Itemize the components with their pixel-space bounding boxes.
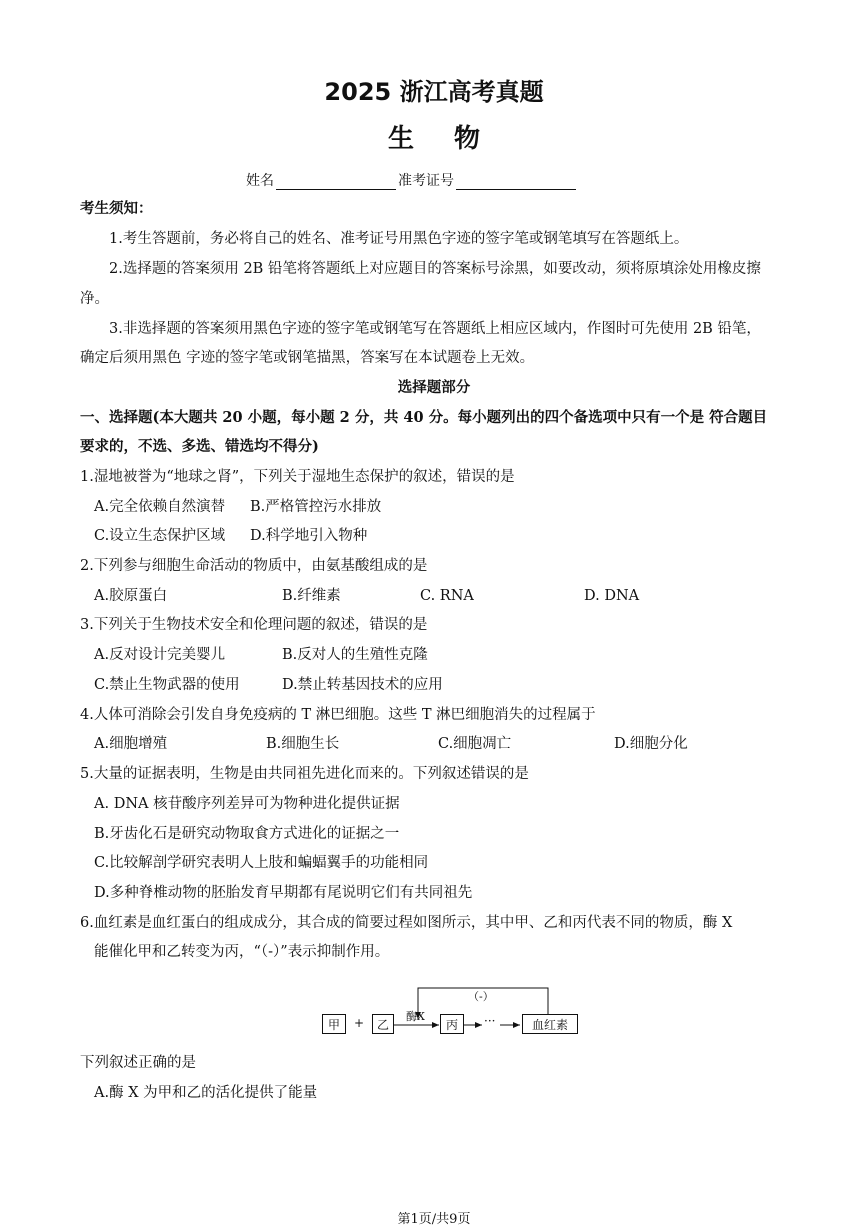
- notice-heading: 考生须知：: [80, 200, 153, 217]
- q3-option-d: D.禁止转基因技术的应用: [282, 677, 443, 693]
- id-label: 准考证号: [398, 173, 454, 189]
- enzyme-x-label: 酶X: [406, 1010, 425, 1023]
- q5-option-c: C.比较解剖学研究表明人上肢和蝙蝠翼手的功能相同: [94, 855, 429, 871]
- box-bing: 丙: [440, 1014, 464, 1034]
- section-instructions: 一、选择题(本大题共 20 小题，每小题 2 分，共 40 分。每小题列出的四个备选项中只有一个是 符合题目: [80, 409, 768, 426]
- q1-option-d: D.科学地引入物种: [250, 528, 368, 544]
- q1-option-a: A.完全依赖自然演替: [94, 499, 226, 515]
- q1-option-c: C.设立生态保护区域: [94, 528, 226, 544]
- question-1-stem: 1.湿地被誉为“地球之肾”，下列关于湿地生态保护的叙述，错误的是: [80, 469, 515, 485]
- notice-item-2-cont: 净。: [80, 291, 109, 307]
- question-6-stem-cont: 能催化甲和乙转变为丙，“（-）”表示抑制作用。: [94, 944, 390, 960]
- q4-option-d: D.细胞分化: [614, 736, 688, 752]
- question-2-stem: 2.下列参与细胞生命活动的物质中，由氨基酸组成的是: [80, 558, 428, 574]
- candidate-info-line: [246, 170, 578, 190]
- q6-option-a: A.酶 X 为甲和乙的活化提供了能量: [94, 1085, 318, 1101]
- q3-option-a: A.反对设计完美婴儿: [94, 647, 226, 663]
- id-blank: [456, 175, 576, 190]
- q3-option-c: C.禁止生物武器的使用: [94, 677, 240, 693]
- q1-option-b: B.严格管控污水排放: [250, 499, 382, 515]
- page-number: 第1页/共9页: [397, 1212, 471, 1227]
- question-6-prompt: 下列叙述正确的是: [80, 1055, 196, 1071]
- notice-item-3: 3.非选择题的答案须用黑色字迹的签字笔或钢笔写在答题纸上相应区域内，作图时可先使用 2B 铅笔，: [109, 321, 761, 337]
- notice-item-1: 1.考生答题前，务必将自己的姓名、准考证号用黑色字迹的签字笔或钢笔填写在答题纸上。: [109, 231, 689, 247]
- q4-option-a: A.细胞增殖: [94, 736, 168, 752]
- question-4-stem: 4.人体可消除会引发自身免疫病的 T 淋巴细胞。这些 T 淋巴细胞消失的过程属于: [80, 707, 596, 723]
- q2-option-a: A.胶原蛋白: [94, 588, 168, 604]
- q3-option-b: B.反对人的生殖性克隆: [282, 647, 428, 663]
- name-blank: [276, 175, 396, 190]
- q2-option-c: C. RNA: [420, 588, 474, 604]
- question-6-stem: 6.血红素是血红蛋白的组成成分，其合成的简要过程如图所示，其中甲、乙和丙代表不同的物质，酶 X: [80, 915, 733, 931]
- plus-sign: +: [354, 1016, 365, 1030]
- inhibition-feedback-line: [418, 988, 548, 1019]
- subject-title: 生物: [387, 124, 520, 154]
- q4-option-c: C.细胞凋亡: [438, 736, 512, 752]
- q5-option-a: A. DNA 核苷酸序列差异可为物种进化提供证据: [94, 796, 400, 812]
- section-title: 选择题部分: [397, 379, 471, 396]
- question-3-stem: 3.下列关于生物技术安全和伦理问题的叙述，错误的是: [80, 617, 428, 633]
- box-heme: 血红素: [522, 1014, 578, 1034]
- name-label: 姓名: [246, 173, 274, 189]
- q2-option-b: B.纤维素: [282, 588, 341, 604]
- section-instructions-cont: 要求的，不选、多选、错选均不得分): [80, 438, 319, 455]
- q4-option-b: B.细胞生长: [266, 736, 340, 752]
- q5-option-b: B.牙齿化石是研究动物取食方式进化的证据之一: [94, 826, 400, 842]
- notice-item-3-cont: 确定后须用黑色 字迹的签字笔或钢笔描黑，答案写在本试题卷上无效。: [80, 350, 535, 366]
- q2-option-d: D. DNA: [584, 588, 640, 604]
- ellipsis: ···: [484, 1014, 496, 1028]
- inhibition-label: （-）: [468, 990, 494, 1003]
- box-yi: 乙: [372, 1014, 394, 1034]
- notice-item-2: 2.选择题的答案须用 2B 铅笔将答题纸上对应题目的答案标号涂黑，如要改动，须将原填涂处用橡皮擦: [109, 261, 761, 277]
- question-5-stem: 5.大量的证据表明，生物是由共同祖先进化而来的。下列叙述错误的是: [80, 766, 529, 782]
- exam-title: 2025 浙江高考真题: [324, 78, 544, 106]
- q5-option-d: D.多种脊椎动物的胚胎发育早期都有尾说明它们有共同祖先: [94, 885, 473, 901]
- box-jia: 甲: [322, 1014, 346, 1034]
